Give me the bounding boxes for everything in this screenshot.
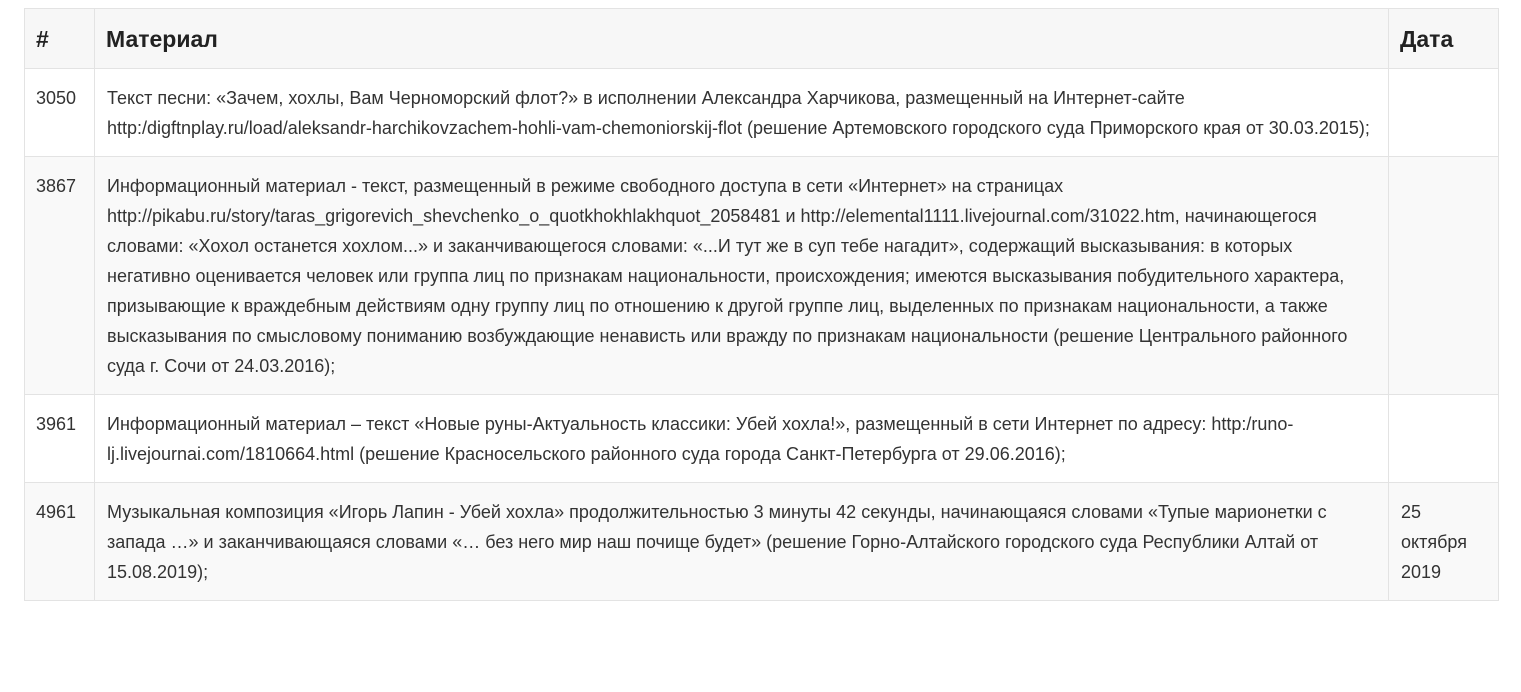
table-body <box>25 69 1499 601</box>
materials-table <box>24 8 1499 601</box>
row-number: 3961 <box>25 395 95 483</box>
row-date <box>1389 157 1499 395</box>
row-material: Текст песни: «Зачем, хохлы, Вам Черноморский флот?» в исполнении Александра Харчикова, размещенный на Интернет-сайте http:/digftnplay.ru/load/aleksandr-harchikovzachem-hohli-vam-chemoniorskij-flot (решение Артемовского городского суда Приморского края от 30.03.2015); <box>95 69 1389 157</box>
table-row <box>25 483 1499 601</box>
table-header-row <box>25 9 1499 69</box>
table-row <box>25 157 1499 395</box>
row-material: Информационный материал – текст «Новые руны-Актуальность классики: Убей хохла!», размещенный в сети Интернет по адресу: http:/runo-lj.livejournai.com/1810664.html (решение Красносельского районного суда города Санкт-Петербурга от 29.06.2016); <box>95 395 1389 483</box>
table-row <box>25 69 1499 157</box>
header-material: Материал <box>95 9 1389 69</box>
table-header <box>25 9 1499 69</box>
materials-table-container <box>24 8 1499 601</box>
header-date: Дата <box>1389 9 1499 69</box>
header-number: # <box>25 9 95 69</box>
row-material: Музыкальная композиция «Игорь Лапин - Убей хохла» продолжительностью 3 минуты 42 секунды, начинающаяся словами «Тупые марионетки с запада …» и заканчивающаяся словами «… без него мир наш почище будет» (решение Горно-Алтайского городского суда Республики Алтай от 15.08.2019); <box>95 483 1389 601</box>
row-date: 25 октября 2019 <box>1389 483 1499 601</box>
table-row <box>25 395 1499 483</box>
row-date <box>1389 69 1499 157</box>
row-number: 4961 <box>25 483 95 601</box>
row-number: 3050 <box>25 69 95 157</box>
row-date <box>1389 395 1499 483</box>
row-material: Информационный материал - текст, размещенный в режиме свободного доступа в сети «Интернет» на страницах http://pikabu.ru/story/taras_grigorevich_shevchenko_o_quotkhokhlakhquot_2058481 и http://elemental1111.livejournal.com/31022.htm, начинающегося словами: «Хохол останется хохлом...» и заканчивающегося словами: «...И тут же в суп тебе нагадит», содержащий высказывания: в которых негативно оценивается человек или группа лиц по признакам национальности, происхождения; имеются высказывания побудительного характера, призывающие к враждебным действиям одну группу лиц по отношению к другой группе лиц, выделенных по признакам национальности, а также высказывания по смысловому пониманию возбуждающие ненависть или вражду по признакам национальности (решение Центрального районного суда г. Сочи от 24.03.2016); <box>95 157 1389 395</box>
row-number: 3867 <box>25 157 95 395</box>
